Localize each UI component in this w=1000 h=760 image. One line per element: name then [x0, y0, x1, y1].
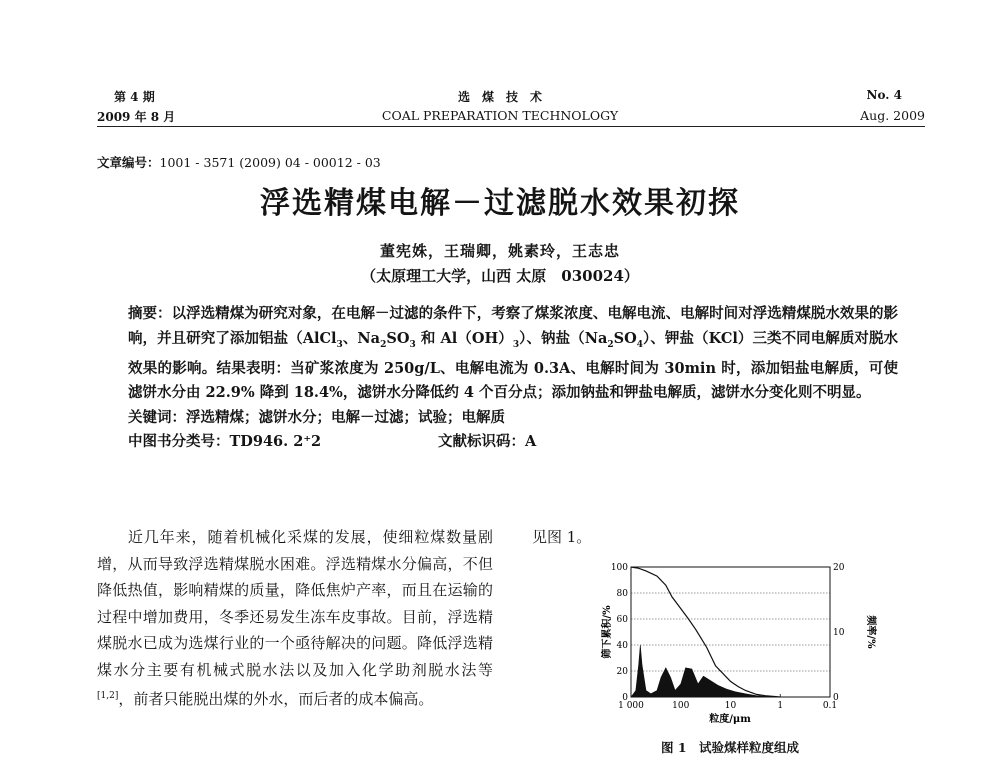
y-left-tick-label: 40 — [616, 641, 628, 651]
article-number — [97, 153, 381, 171]
abstract-text: 、Na — [342, 329, 381, 347]
doc-code-label: 文献标识码： — [438, 433, 525, 451]
affiliation: （太原理工大学，山西 太原 030024） — [361, 267, 639, 285]
abstract-text: ）、钾盐（KCl）三类不同电解质对脱水效果的影响。结果表明：当矿浆浓度为 250g/L、电解电流为 0.3A、电解时间为 30min 时，添加铝盐电解质，可使滤饼水分由 22.9% 降到 18.4%，滤饼水分降低约 4 个百分点；添加钠盐和钾盐电解质，滤饼水分变化则不明显。 — [128, 329, 899, 402]
header-issue-cn: 第 4 期 — [114, 90, 155, 104]
x-tick-label: 0.1 — [822, 701, 838, 711]
abstract-sub: 4 — [636, 339, 643, 350]
y-left-tick-label: 0 — [622, 693, 628, 703]
abstract-sub: 3 — [512, 339, 520, 350]
y-right-tick-label: 20 — [833, 563, 845, 573]
abstract-sub: 2 — [380, 339, 387, 350]
x-tick-label: 1 — [777, 701, 784, 711]
body-text: 近几年来，随着机械化采煤的发展，使细粒煤数量剧增，从而导致浮选精煤脱水困难。浮选精煤水分偏高，不但降低热值，影响精煤的质量，降低焦炉产率，而且在运输的过程中增加费用，冬季还易发生冻车皮事故。目前，浮选精煤脱水已成为选煤行业的一个亟待解决的问题。降低浮选精煤水分主要有机械式脱水法以及加入化学助剂脱水法等 — [97, 528, 493, 679]
doc-code — [438, 430, 536, 455]
keywords-text: 浮选精煤；滤饼水分；电解－过滤；试验；电解质 — [186, 408, 505, 426]
header-date-en: Aug. 2009 — [860, 108, 925, 123]
classification-label: 中图书分类号： — [128, 433, 230, 451]
y-left-tick-label: 20 — [616, 667, 628, 677]
y-right-tick-label: 10 — [833, 628, 845, 638]
y-left-tick-label: 60 — [616, 615, 628, 625]
abstract-label: 摘要： — [128, 305, 172, 322]
page-title: 浮选精煤电解－过滤脱水效果初探 — [260, 186, 740, 221]
figure-caption: 图 1 试验煤样粒度组成 — [660, 740, 800, 755]
abstract-sub: 3 — [409, 339, 416, 350]
keywords — [128, 406, 898, 431]
y-axis-right-label: 频率/% — [865, 615, 876, 649]
article-number-label: 文章编号： — [97, 155, 160, 170]
header-issue-en: No. 4 — [866, 88, 902, 102]
body-right-text: 见图 1。 — [532, 528, 592, 546]
keywords-label: 关键词： — [128, 408, 186, 426]
doc-code-value: A — [525, 433, 537, 451]
abstract-text: SO — [613, 329, 637, 347]
header-rule — [97, 126, 925, 127]
abstract-sub: 3 — [336, 339, 343, 350]
chart-grid — [631, 593, 830, 671]
classification-value: TD946. 2⁺2 — [229, 433, 322, 451]
classification — [128, 430, 898, 455]
authors: 董宪姝，王瑞卿，姚素玲，王志忠 — [379, 242, 620, 260]
body-text-end: ，前者只能脱出煤的外水，而后者的成本偏高。 — [118, 690, 434, 708]
header-date-cn: 2009 年 8 月 — [97, 110, 176, 124]
header-journal-cn: 选 煤 技 术 — [457, 90, 542, 104]
figure-chart — [580, 558, 880, 744]
abstract — [128, 302, 898, 455]
x-tick-label: 100 — [672, 701, 690, 711]
x-tick-label: 10 — [724, 701, 737, 711]
body-ref: [1,2] — [97, 691, 119, 701]
abstract-text: 和 Al（OH） — [415, 329, 513, 347]
y-right-tick-label: 0 — [833, 693, 839, 703]
header-journal-en: COAL PREPARATION TECHNOLOGY — [381, 108, 619, 123]
article-number-value: 1001 - 3571 (2009) 04 - 00012 - 03 — [159, 155, 381, 170]
x-axis-label: 粒度/μm — [709, 714, 751, 725]
abstract-text: SO — [386, 329, 410, 347]
y-left-tick-label: 80 — [616, 589, 628, 599]
y-axis-left-label: 筛下累积/% — [602, 605, 613, 659]
body-paragraph — [97, 524, 493, 713]
x-tick-label: 1 000 — [618, 701, 644, 711]
abstract-text: 以浮选精煤为研究对象，在电解－过滤的条件下，考察了煤浆浓度、电解电流、电解时间对浮选精煤脱水效果的影响，并且研究了添加铝盐（AlCl — [128, 305, 899, 347]
abstract-text: ）、钠盐（Na — [519, 329, 608, 347]
abstract-sub: 2 — [607, 339, 614, 350]
y-left-tick-label: 100 — [610, 563, 628, 573]
